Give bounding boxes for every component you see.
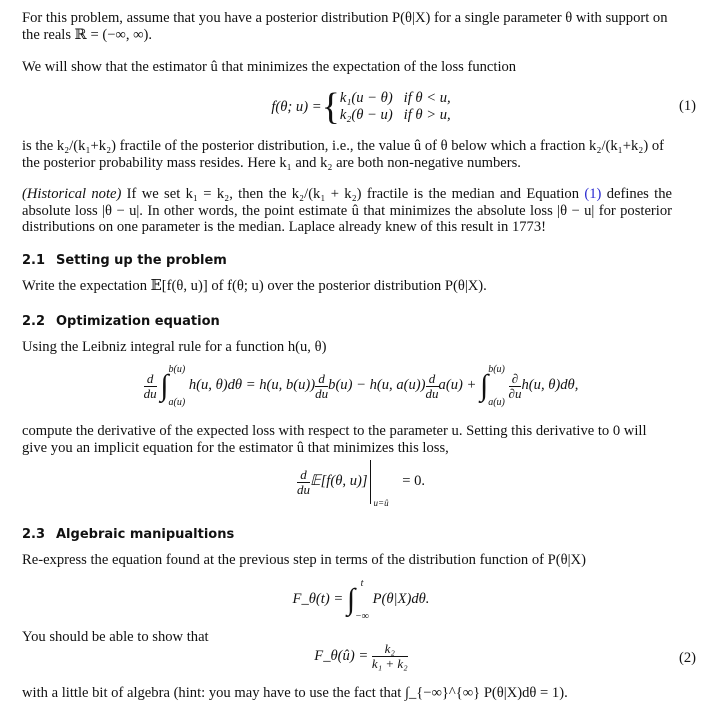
leibniz-equation	[0, 364, 722, 408]
eq1-case1: k₁(u − θ) if θ < u,	[339, 90, 451, 106]
frac-den: du	[315, 385, 329, 401]
brace: {	[321, 86, 340, 128]
note-text: defines the absolute loss |θ − u|. In other words, the point estimate û that minimizes the absolute loss |θ − u| for posterior distributions on one parameter is the median. Laplace already knew of this result in 1773!	[22, 186, 672, 235]
equation-2	[0, 642, 722, 671]
leibniz-term: h(u, θ)dθ = h(u, b(u))	[188, 377, 316, 394]
cdf-integrand: P(θ|X)dθ.	[372, 591, 430, 608]
frac-num: k₂	[372, 642, 408, 657]
section-heading	[22, 527, 234, 542]
section-number: 2.3	[22, 527, 46, 542]
frac-den: ∂u	[508, 385, 522, 401]
section-text: Write the expectation 𝔼[f(θ, u)] of f(θ; u) over the posterior distribution P(θ|X).	[22, 278, 487, 294]
lower-limit: a(u)	[488, 397, 505, 408]
eq1-lhs: f(θ; u) =	[271, 98, 322, 115]
section-title: Setting up the problem	[56, 253, 227, 268]
evaluation-bar	[370, 460, 389, 508]
intro-paragraph: For this problem, assume that you have a posterior distribution P(θ|X) for a single parameter θ with support on the reals ℝ = (−∞, ∞).	[22, 10, 668, 43]
section-text: Using the Leibniz integral rule for a function h(u, θ)	[22, 339, 327, 355]
show-text: You should be able to show that	[22, 629, 209, 645]
frac-num: d	[426, 372, 439, 387]
leibniz-term: b(u) − h(u, a(u))	[328, 377, 426, 394]
equation-1	[0, 88, 722, 126]
equation-ref-link[interactable]: (1)	[584, 186, 602, 202]
integral-sign: ∫	[160, 369, 169, 402]
integral-sign: ∫	[480, 369, 489, 402]
frac-num: d	[297, 468, 310, 483]
cdf-lhs: F_θ(t) =	[292, 591, 344, 608]
section-title: Optimization equation	[56, 314, 220, 329]
lower-limit: −∞	[355, 611, 369, 622]
section-heading	[22, 253, 227, 268]
frac-num: d	[315, 372, 328, 387]
integral-sign: ∫	[346, 583, 356, 616]
equation-number: (2)	[678, 650, 696, 666]
upper-limit: b(u)	[488, 364, 505, 375]
upper-limit: t	[360, 578, 364, 589]
leibniz-term: h(u, θ)dθ,	[521, 377, 579, 394]
section-number: 2.1	[22, 253, 46, 268]
section-number: 2.2	[22, 314, 46, 329]
derivative-equation	[0, 460, 722, 508]
frac-den: k₁ + k₂	[371, 656, 408, 671]
final-paragraph: with a little bit of algebra (hint: you may have to use the fact that ∫_{−∞}^{∞} P(θ|X)dθ = 1).	[22, 685, 568, 701]
expectation: 𝔼[f(θ, u)]	[309, 473, 368, 490]
claim-tail: is the k₂/(k₁+k₂) fractile of the posterior distribution, i.e., the value û of θ below which a fraction k₂/(k₁+k₂) of the posterior probability mass resides. Here k₁ and k₂ are both non-negative numbers.	[22, 138, 665, 171]
frac-num: d	[144, 372, 157, 387]
frac-den: du	[425, 385, 439, 401]
section-title: Algebraic manipualtions	[56, 527, 235, 542]
section-text: Re-express the equation found at the previous step in terms of the distribution function of P(θ|X)	[22, 552, 586, 568]
section-heading	[22, 314, 220, 329]
historical-note	[22, 186, 672, 236]
note-text: If we set k₁ = k₂, then the k₂/(k₁ + k₂) fractile is the median and Equation	[121, 186, 585, 202]
eq1-case2: k₂(θ − u) if θ > u,	[339, 107, 451, 123]
leibniz-term: a(u) +	[438, 377, 477, 394]
frac-den: du	[143, 385, 157, 401]
upper-limit: b(u)	[168, 364, 186, 375]
cdf-equation	[0, 578, 722, 622]
claim-lead: We will show that the estimator û that minimizes the expectation of the loss function	[22, 59, 517, 75]
equation-number: (1)	[678, 98, 696, 114]
frac-den: du	[296, 481, 310, 497]
eq2-lhs: F_θ(û) =	[314, 647, 369, 664]
rhs: = 0.	[402, 473, 426, 490]
derivative-paragraph: compute the derivative of the expected loss with respect to the parameter u. Setting this derivative to 0 will give you an implicit equation for the estimator û that minimizes this loss,	[22, 423, 647, 456]
lower-limit: a(u)	[168, 397, 186, 408]
frac-num: ∂	[509, 372, 522, 387]
evaluation-point: u=û	[373, 498, 389, 508]
note-label: (Historical note)	[22, 186, 122, 202]
